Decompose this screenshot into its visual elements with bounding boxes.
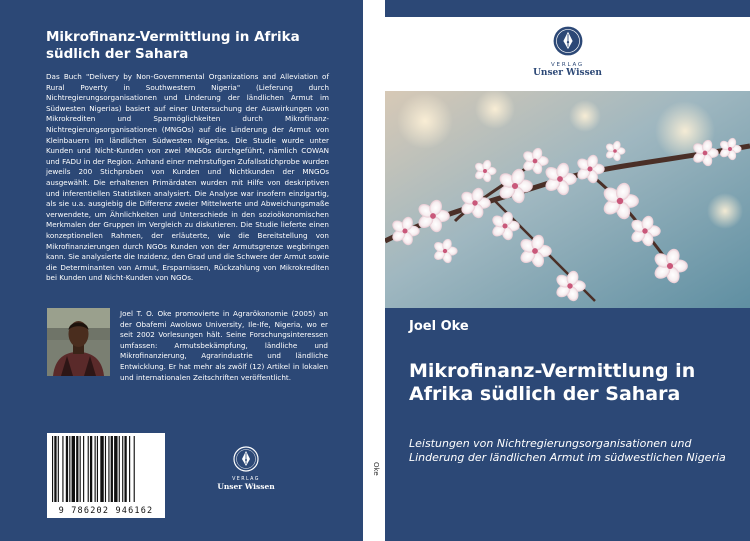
back-publisher-name: Unser Wissen <box>217 482 275 491</box>
front-author: Joel Oke <box>409 319 469 334</box>
top-band <box>385 0 750 17</box>
barcode <box>47 433 165 518</box>
front-subtitle: Leistungen von Nichtregierungsorganisationen und Linderung der ländlichen Armut im südwestlichen Nigeria <box>409 437 726 464</box>
cherry-blossom-photo <box>385 91 750 308</box>
front-cover <box>385 0 750 541</box>
front-publisher-logo <box>515 26 620 78</box>
front-title-band <box>385 308 750 541</box>
front-title: Mikrofinanz-Vermittlung in Afrika südlich der Sahara <box>409 360 696 405</box>
back-cover-title: Mikrofinanz-Vermittlung in Afrika südlich der Sahara <box>46 29 300 62</box>
author-portrait <box>47 308 110 376</box>
front-publisher-name: Unser Wissen <box>533 68 602 78</box>
front-verlag-label: VERLAG <box>551 62 584 68</box>
back-cover <box>0 0 363 541</box>
author-bio: Joel T. O. Oke promovierte in Agrarökonomie (2005) an der Obafemi Awolowo University, Ile-Ife, Nigeria, wo er seit 2002 Vorlesungen hält. Seine Forschungsinteressen umfassen: Armutsbekämpfung, ländliche und Mikrofinanzierung, Agrarindustrie und ländliche Entwicklung. Er hat mehr als zwölf (12) Artikel in lokalen und internationalen Zeitschriften veröffentlicht. <box>120 309 328 382</box>
publisher-logo-icon <box>233 446 259 472</box>
back-cover-blurb: Das Buch "Delivery by Non-Governmental Organizations and Alleviation of Rural Poverty in Southwestern Nigeria" (Lieferung durch Nichtregierungsorganisationen und Linderung der ländlichen Armut im Südwesten Nigerias) basiert auf einer Untersuchung der Auswirkungen von Mikrokrediten und Sparmöglichkeiten durch Mikrofinanz-Nichtregierungsorganisationen (MNGOs) auf die Linderung der Armut von Kleinbauern im ländlichen Südwesten Nigerias. Die Studie wurde unter Kunden und Nicht-Kunden von zwei MNGOs durchgeführt, nämlich COWAN und FADU in der Region. Anhand einer mehrstufigen Zufallsstichprobe wurden jeweils 200 Stichproben von Kunden und Nichtkunden der MNGOs ausgewählt. Die erhaltenen Primärdaten wurden mit Hilfe von deskriptiven und inferentiellen Statistiken analysiert. Die Analyse war insofern einzigartig, als sie u.a. ausgiebig die Differenz zweier Mittelwerte und Abweichungsmaße verwendete, um Ähnlichkeiten und Unterschiede in den sozioökonomischen Merkmalen der Gruppen im Vergleich zu diskutieren. Die Studie lieferte einen konzeptionellen Rahmen, der erläuterte, wie die Bereitstellung von Mikrofinanzierungen durch NGOs Kunden von der Armutsgrenze wegbringen kann. Sie analysierte die Inzidenz, den Grad und die Schwere der Armut sowie die Determinanten von Armut, Ersparnissen, Rückzahlung von Mikrokrediten bei Kunden und Nicht-Kunden von NGOs. <box>46 72 329 283</box>
spine <box>363 0 385 541</box>
publisher-logo-icon <box>553 26 583 56</box>
back-verlag-label: VERLAG <box>232 477 260 482</box>
back-publisher-logo <box>211 446 281 496</box>
isbn-number: 9 786202 946162 <box>58 506 154 516</box>
spine-author: Oke <box>372 462 380 476</box>
